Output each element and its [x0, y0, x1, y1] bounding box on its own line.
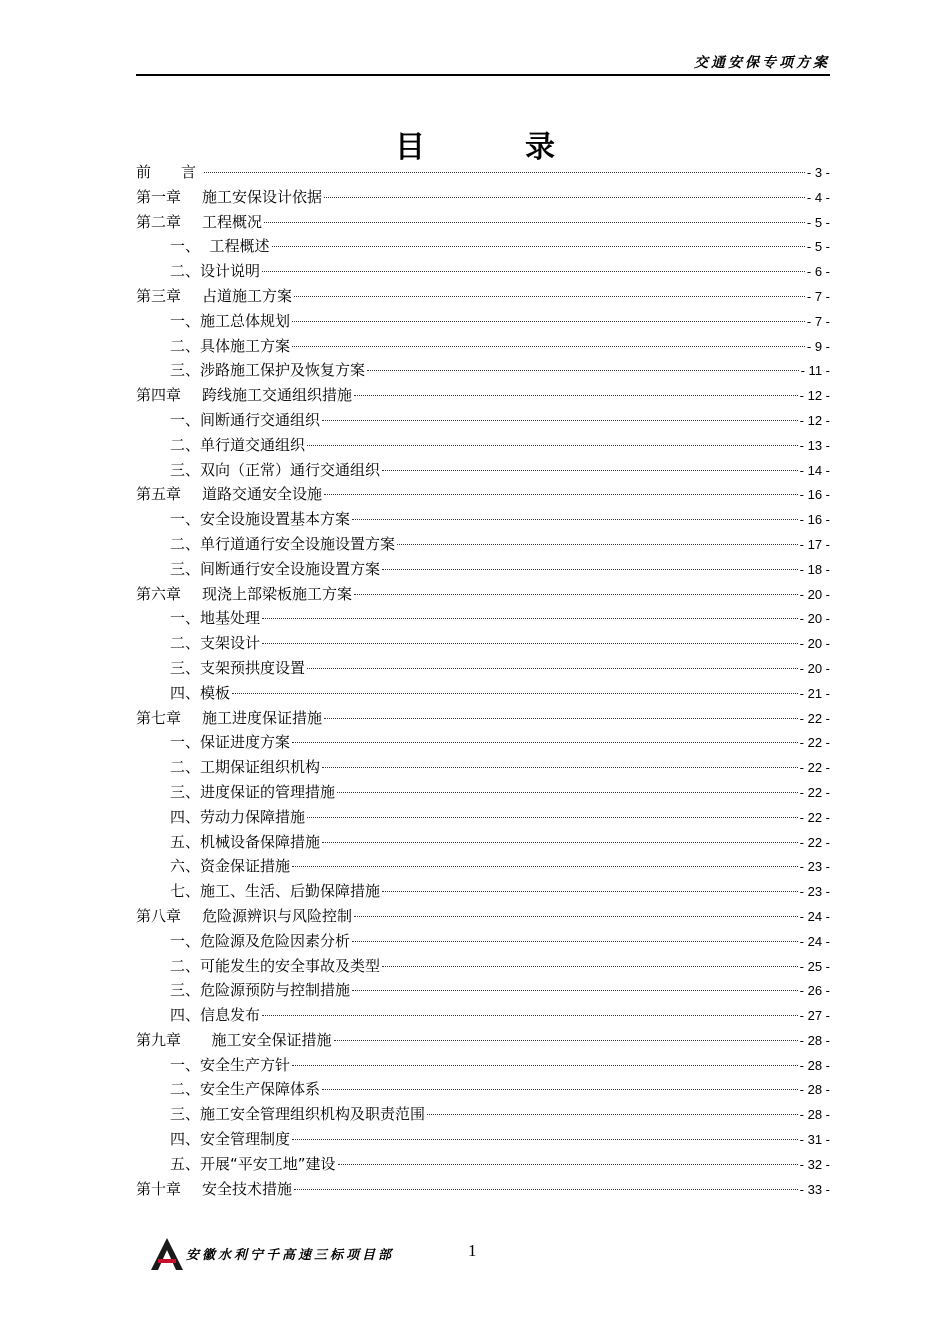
toc-entry-page: - 22 -: [799, 834, 830, 850]
toc-leader-dots: [324, 718, 798, 719]
toc-entry-number: 四、: [170, 807, 201, 826]
toc-entry-label: [170, 1127, 290, 1152]
toc-entry-label: [136, 383, 352, 408]
toc-entry[interactable]: [136, 1152, 830, 1177]
toc-entry-number: 第四章: [136, 386, 182, 405]
toc-entry-label: [136, 582, 352, 607]
toc-entry-label: [170, 780, 335, 805]
toc-entry[interactable]: [136, 1028, 830, 1053]
toc-entry-number: 一、: [170, 609, 201, 628]
toc-entry-number: 一、: [170, 733, 201, 752]
toc-entry-label: [136, 1028, 332, 1053]
toc-entry-label: [136, 284, 292, 309]
toc-entry-number: 三、: [170, 559, 201, 578]
toc-entry-page: - 4 -: [806, 189, 830, 205]
toc-entry-number: 二、: [170, 336, 201, 355]
toc-entry-text: 工期保证组织机构: [200, 758, 321, 777]
toc-entry-label: [136, 185, 322, 210]
toc-leader-dots: [382, 569, 798, 570]
toc-entry[interactable]: [136, 408, 830, 433]
toc-leader-dots: [382, 470, 798, 471]
toc-entry[interactable]: [136, 259, 830, 284]
toc-entry-label: [136, 160, 202, 185]
toc-leader-dots: [262, 1015, 798, 1016]
toc-leader-dots: [322, 842, 798, 843]
toc-leader-dots: [294, 296, 805, 297]
toc-entry[interactable]: [136, 681, 830, 706]
toc-leader-dots: [322, 1089, 798, 1090]
toc-leader-dots: [354, 395, 798, 396]
toc-leader-dots: [338, 1164, 798, 1165]
toc-entry[interactable]: [136, 582, 830, 607]
toc-entry[interactable]: [136, 780, 830, 805]
toc-leader-dots: [292, 866, 798, 867]
toc-title: 目录: [395, 130, 655, 165]
toc-leader-dots: [307, 445, 798, 446]
toc-entry[interactable]: [136, 656, 830, 681]
table-of-contents: [136, 160, 830, 1201]
toc-entry[interactable]: [136, 334, 830, 359]
toc-entry-label: [170, 631, 260, 656]
toc-entry-page: - 5 -: [806, 214, 830, 230]
toc-leader-dots: [204, 172, 805, 173]
toc-entry-number: 二、: [170, 758, 201, 777]
toc-entry-number: 四、: [170, 683, 201, 702]
toc-entry-number: 五、: [170, 1154, 201, 1173]
toc-entry-label: [136, 210, 262, 235]
toc-entry-number: 五、: [170, 832, 201, 851]
toc-entry-page: - 21 -: [799, 685, 830, 701]
toc-entry-text: 施工安全管理组织机构及职责范围: [200, 1105, 426, 1124]
toc-entry-text: 危险源及危险因素分析: [200, 931, 351, 950]
toc-entry-text: 设计说明: [200, 262, 261, 281]
toc-entry-number: 二、: [170, 634, 201, 653]
toc-entry-page: - 6 -: [806, 264, 830, 280]
toc-entry-text: 跨线施工交通组织措施: [202, 386, 353, 405]
toc-entry-page: - 5 -: [806, 239, 830, 255]
toc-entry-number: 二、: [170, 534, 201, 553]
toc-entry-number: 一、: [170, 931, 201, 950]
toc-leader-dots: [367, 370, 799, 371]
toc-entry-label: [136, 482, 322, 507]
toc-entry-number: 二、: [170, 956, 201, 975]
toc-entry-label: [170, 656, 305, 681]
toc-entry-label: [170, 1152, 336, 1177]
toc-entry[interactable]: [136, 978, 830, 1003]
toc-entry-page: - 12 -: [799, 412, 830, 428]
toc-entry[interactable]: [136, 185, 830, 210]
toc-leader-dots: [292, 346, 805, 347]
toc-entry-label: [136, 706, 322, 731]
toc-entry-page: - 13 -: [799, 437, 830, 453]
toc-entry-page: - 14 -: [799, 462, 830, 478]
toc-leader-dots: [262, 271, 805, 272]
toc-entry-label: [170, 1077, 320, 1102]
toc-entry-label: [170, 1053, 290, 1078]
toc-leader-dots: [232, 693, 798, 694]
toc-entry-number: 第五章: [136, 485, 182, 504]
toc-entry-page: - 20 -: [799, 636, 830, 652]
toc-entry[interactable]: [136, 284, 830, 309]
toc-entry[interactable]: [136, 1102, 830, 1127]
toc-entry-number: 第九章: [136, 1030, 182, 1049]
toc-entry-text: 支架预拱度设置: [200, 658, 306, 677]
toc-entry-label: [170, 978, 350, 1003]
toc-entry-text: 单行道交通组织: [200, 435, 306, 454]
toc-entry-label: [170, 606, 260, 631]
toc-entry[interactable]: [136, 160, 830, 185]
toc-entry-text: 模板: [200, 683, 231, 702]
toc-entry-page: - 22 -: [799, 735, 830, 751]
toc-leader-dots: [292, 742, 798, 743]
toc-entry-text: 信息发布: [200, 1006, 261, 1025]
toc-leader-dots: [292, 1065, 798, 1066]
toc-entry-number: 一、: [170, 311, 201, 330]
toc-entry-page: - 22 -: [799, 784, 830, 800]
company-logo-icon: [148, 1236, 186, 1272]
toc-entry-text: 安全技术措施: [202, 1179, 293, 1198]
toc-entry-text: 支架设计: [200, 634, 261, 653]
toc-entry-number: 第十章: [136, 1179, 182, 1198]
toc-leader-dots: [292, 1139, 798, 1140]
toc-entry-page: - 16 -: [799, 487, 830, 503]
toc-entry[interactable]: [136, 383, 830, 408]
toc-entry-page: - 24 -: [799, 933, 830, 949]
toc-entry[interactable]: [136, 879, 830, 904]
toc-leader-dots: [352, 941, 798, 942]
footer-company: 安徽水利宁千高速三标项目部: [186, 1248, 395, 1263]
toc-entry-label: [136, 1177, 292, 1202]
toc-leader-dots: [382, 891, 798, 892]
toc-entry-text: 双向（正常）通行交通组织: [200, 460, 381, 479]
toc-leader-dots: [337, 792, 798, 793]
toc-entry-text: 具体施工方案: [200, 336, 291, 355]
toc-entry-text: 道路交通安全设施: [202, 485, 323, 504]
toc-entry-label: [170, 805, 305, 830]
toc-entry-page: - 7 -: [806, 313, 830, 329]
toc-leader-dots: [324, 197, 805, 198]
toc-entry-text: 施工安保设计依据: [202, 187, 323, 206]
toc-entry[interactable]: [136, 830, 830, 855]
toc-entry-label: [170, 730, 290, 755]
toc-entry-text: 机械设备保障措施: [200, 832, 321, 851]
toc-entry[interactable]: [136, 706, 830, 731]
toc-entry[interactable]: [136, 805, 830, 830]
toc-entry-page: - 17 -: [799, 536, 830, 552]
toc-entry[interactable]: [136, 234, 830, 259]
toc-entry[interactable]: [136, 482, 830, 507]
toc-entry-number: 四、: [170, 1130, 201, 1149]
toc-leader-dots: [307, 817, 798, 818]
toc-entry-page: - 9 -: [806, 338, 830, 354]
toc-entry-page: - 28 -: [799, 1107, 830, 1123]
toc-leader-dots: [264, 222, 805, 223]
toc-entry-text: 安全设施设置基本方案: [200, 510, 351, 529]
toc-entry-page: - 3 -: [806, 165, 830, 180]
toc-entry[interactable]: [136, 854, 830, 879]
toc-entry-number: 第八章: [136, 906, 182, 925]
toc-entry-text: 保证进度方案: [200, 733, 291, 752]
toc-entry-label: [170, 1102, 425, 1127]
toc-entry[interactable]: [136, 1077, 830, 1102]
toc-entry-text: 安全管理制度: [200, 1130, 291, 1149]
toc-entry-label: [170, 532, 395, 557]
toc-entry-text: 施工安全保证措施: [202, 1030, 332, 1049]
toc-entry-number: 七、: [170, 882, 201, 901]
toc-entry-text: 工程概述: [200, 237, 270, 256]
toc-entry[interactable]: [136, 755, 830, 780]
toc-entry-number: 第六章: [136, 584, 182, 603]
toc-entry[interactable]: [136, 1127, 830, 1152]
toc-entry-text: 劳动力保障措施: [200, 807, 306, 826]
toc-entry-text: 危险源辨识与风险控制: [202, 906, 353, 925]
toc-entry-text: 地基处理: [200, 609, 261, 628]
toc-entry[interactable]: [136, 1003, 830, 1028]
toc-entry-page: - 28 -: [799, 1057, 830, 1073]
toc-entry-label: [170, 854, 290, 879]
toc-entry-page: - 20 -: [799, 660, 830, 676]
toc-leader-dots: [352, 519, 798, 520]
toc-entry-text: 涉路施工保护及恢复方案: [200, 361, 366, 380]
toc-entry-number: 第七章: [136, 708, 182, 727]
toc-entry-label: [170, 433, 305, 458]
toc-entry-label: [170, 755, 320, 780]
toc-entry-text: 安全生产方针: [200, 1055, 291, 1074]
toc-entry-number: 三、: [170, 361, 201, 380]
toc-entry-page: - 28 -: [799, 1032, 830, 1048]
toc-leader-dots: [334, 1040, 798, 1041]
toc-entry-label: [170, 929, 350, 954]
toc-entry-label: [170, 458, 380, 483]
toc-entry-label: [170, 408, 320, 433]
toc-entry-number: 六、: [170, 857, 201, 876]
toc-entry-label: [170, 259, 260, 284]
toc-leader-dots: [322, 767, 798, 768]
toc-entry-page: - 7 -: [806, 288, 830, 304]
header-title: 交通安保专项方案: [694, 55, 830, 71]
toc-entry-number: 三、: [170, 460, 201, 479]
toc-entry[interactable]: [136, 309, 830, 334]
toc-entry-label: [136, 904, 352, 929]
toc-entry-text: 占道施工方案: [202, 286, 293, 305]
toc-entry-number: 二、: [170, 262, 201, 281]
toc-entry[interactable]: [136, 210, 830, 235]
toc-entry-text: 施工、生活、后勤保障措施: [200, 882, 381, 901]
toc-entry-page: - 23 -: [799, 884, 830, 900]
toc-entry-page: - 22 -: [799, 760, 830, 776]
toc-entry-number: 一、: [170, 237, 201, 256]
toc-leader-dots: [262, 643, 798, 644]
toc-entry-number: 一、: [170, 1055, 201, 1074]
toc-entry-text: 开展“平安工地”建设: [200, 1154, 336, 1173]
toc-entry-text: 可能发生的安全事故及类型: [200, 956, 381, 975]
toc-entry-label: [170, 507, 350, 532]
toc-entry-text: 进度保证的管理措施: [200, 782, 336, 801]
toc-entry-label: [170, 234, 270, 259]
toc-entry-label: [170, 681, 230, 706]
toc-entry-number: 二、: [170, 435, 201, 454]
toc-entry-page: - 22 -: [799, 710, 830, 726]
toc-entry-text: 施工进度保证措施: [202, 708, 323, 727]
toc-leader-dots: [294, 1189, 798, 1190]
toc-entry-label: [170, 309, 290, 334]
toc-entry-text: 工程概况: [202, 212, 263, 231]
toc-entry-page: - 16 -: [799, 512, 830, 528]
footer-page-number: 1: [468, 1241, 477, 1260]
toc-entry[interactable]: [136, 532, 830, 557]
toc-entry[interactable]: [136, 557, 830, 582]
toc-leader-dots: [262, 618, 798, 619]
toc-entry[interactable]: [136, 631, 830, 656]
toc-entry-number: 第二章: [136, 212, 182, 231]
toc-entry-label: [170, 879, 380, 904]
toc-entry[interactable]: [136, 1053, 830, 1078]
toc-entry-number: 一、: [170, 410, 201, 429]
toc-entry-page: - 25 -: [799, 958, 830, 974]
toc-leader-dots: [382, 966, 798, 967]
toc-leader-dots: [272, 246, 805, 247]
toc-leader-dots: [307, 668, 798, 669]
toc-entry-label: [170, 954, 380, 979]
toc-entry[interactable]: [136, 433, 830, 458]
toc-entry[interactable]: [136, 1177, 830, 1202]
toc-entry-number: 三、: [170, 658, 201, 677]
toc-leader-dots: [292, 321, 805, 322]
toc-entry-page: - 20 -: [799, 611, 830, 627]
toc-entry-page: - 11 -: [800, 363, 830, 379]
toc-entry-page: - 32 -: [799, 1156, 830, 1172]
toc-entry-number: 第三章: [136, 286, 182, 305]
toc-entry-label: [170, 830, 320, 855]
toc-entry-page: - 18 -: [799, 561, 830, 577]
toc-entry-page: - 28 -: [799, 1082, 830, 1098]
toc-leader-dots: [354, 916, 798, 917]
header-rule: [136, 74, 830, 76]
toc-entry-page: - 26 -: [799, 983, 830, 999]
toc-entry-number: 三、: [170, 782, 201, 801]
toc-entry[interactable]: [136, 507, 830, 532]
toc-leader-dots: [397, 544, 798, 545]
toc-entry[interactable]: [136, 730, 830, 755]
toc-entry-number: 第一章: [136, 187, 182, 206]
toc-leader-dots: [352, 990, 798, 991]
toc-entry[interactable]: [136, 954, 830, 979]
toc-entry-text: 单行道通行安全设施设置方案: [200, 534, 396, 553]
toc-entry-page: - 20 -: [799, 586, 830, 602]
toc-entry-page: - 23 -: [799, 859, 830, 875]
toc-entry[interactable]: [136, 904, 830, 929]
toc-entry-number: 四、: [170, 1006, 201, 1025]
toc-entry-text: 安全生产保障体系: [200, 1080, 321, 1099]
toc-entry-text: 危险源预防与控制措施: [200, 981, 351, 1000]
toc-leader-dots: [322, 420, 798, 421]
toc-entry-number: 三、: [170, 981, 201, 1000]
toc-entry-page: - 33 -: [799, 1181, 830, 1197]
toc-entry-page: - 24 -: [799, 908, 830, 924]
toc-entry[interactable]: [136, 458, 830, 483]
toc-entry-label: [170, 557, 380, 582]
toc-entry-page: - 12 -: [799, 388, 830, 404]
toc-entry-number: 三、: [170, 1105, 201, 1124]
toc-entry-label: [170, 1003, 260, 1028]
toc-entry-page: - 31 -: [799, 1132, 830, 1148]
toc-entry-page: - 22 -: [799, 809, 830, 825]
toc-entry[interactable]: [136, 929, 830, 954]
toc-entry-number: 二、: [170, 1080, 201, 1099]
toc-entry-text: 资金保证措施: [200, 857, 291, 876]
toc-entry[interactable]: [136, 606, 830, 631]
toc-entry-text: 施工总体规划: [200, 311, 291, 330]
toc-leader-dots: [324, 494, 798, 495]
toc-entry-label: [170, 334, 290, 359]
toc-entry-number: 一、: [170, 510, 201, 529]
toc-entry-label: [170, 358, 365, 383]
toc-leader-dots: [354, 594, 798, 595]
toc-leader-dots: [427, 1114, 798, 1115]
toc-entry-page: - 27 -: [799, 1008, 830, 1024]
toc-entry-number: 前 言: [136, 163, 197, 181]
toc-entry[interactable]: [136, 358, 830, 383]
toc-entry-text: 间断通行交通组织: [200, 410, 321, 429]
toc-entry-text: 间断通行安全设施设置方案: [200, 559, 381, 578]
toc-entry-text: 现浇上部梁板施工方案: [202, 584, 353, 603]
